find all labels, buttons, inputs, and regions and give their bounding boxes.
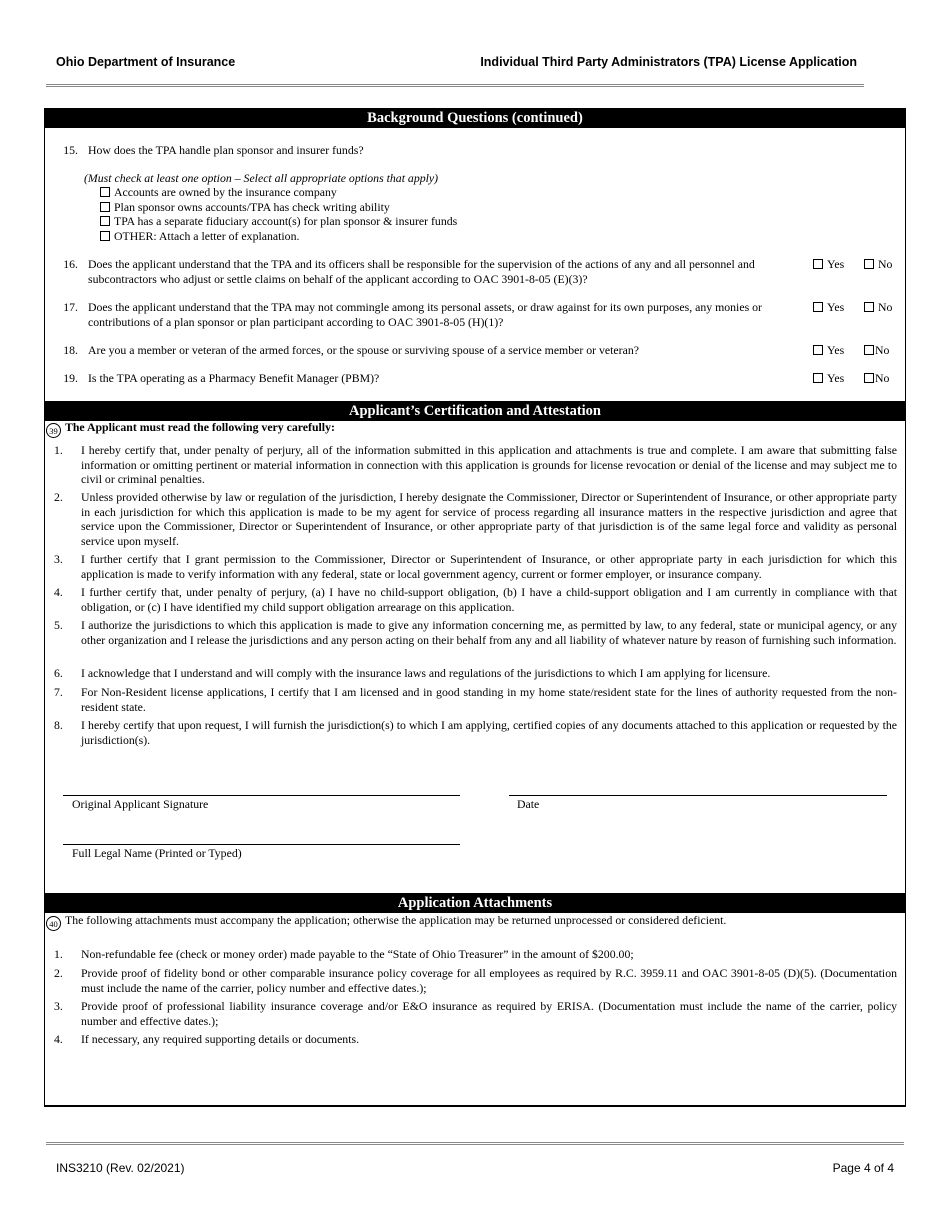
header-divider — [46, 84, 864, 87]
attachment-item: 4. If necessary, any required supporting details or documents. — [54, 1032, 360, 1046]
no-label: No — [875, 343, 890, 357]
yes-label: Yes — [827, 371, 845, 385]
option-label: Plan sponsor owns accounts/TPA has check writing ability — [114, 199, 390, 214]
certification-item: 3. I further certify that I grant permission to the Commissioner, Director or Superintendent of Insurance, or other appropriate party in each jurisdiction for which this application is made to verify information with any federal, state or local government agency, current or former employer, or insurance company. — [54, 552, 897, 581]
no-checkbox[interactable] — [864, 302, 874, 312]
attachment-item: 3. Provide proof of professional liability insurance coverage and/or E&O insurance as required by ERISA. (Documentation must include the name of the carrier, policy number and effective dates.); — [54, 999, 897, 1028]
yes-label: Yes — [827, 257, 845, 271]
option-label: TPA has a separate fiduciary account(s) for plan sponsor & insurer funds — [114, 214, 458, 228]
item-marker: 40 — [46, 916, 61, 931]
option-row[interactable] — [100, 185, 457, 200]
full-name-label: Full Legal Name (Printed or Typed) — [72, 846, 242, 860]
checkbox[interactable] — [100, 231, 110, 241]
question-number: 16. — [63, 257, 78, 271]
attachments-intro: The following attachments must accompany the application; otherwise the application may be returned unprocessed or considered deficient. — [65, 913, 727, 927]
yes-checkbox[interactable] — [813, 302, 823, 312]
header-agency: Ohio Department of Insurance — [56, 55, 236, 69]
no-option[interactable] — [864, 371, 889, 386]
no-checkbox[interactable] — [864, 373, 874, 383]
certification-item: 5. I authorize the jurisdictions to which this application is made to give any information concerning me, as permitted by law, to any federal, state or municipal agency, or any other organization and I release the jurisdictions and any person acting on their behalf from any and all liability of whatever nature by reason of furnishing such information. — [54, 618, 897, 647]
certification-intro: The Applicant must read the following very carefully: — [65, 420, 335, 434]
certification-item: 1. I hereby certify that, under penalty of perjury, all of the information submitted in this application and attachments is true and complete. I am aware that submitting false information or omitting pertinent or material information in connection with this application is grounds for license revocation or denial of the license and may subject me to civil or criminal penalties. — [54, 443, 897, 486]
no-option[interactable] — [864, 343, 889, 358]
item-marker: 39 — [46, 423, 61, 438]
certification-item: 7. For Non-Resident license applications, I certify that I am licensed and in good standing in my home state/resident state for the lines of authority requested from the non-resident state. — [54, 685, 897, 714]
attachments-intro-row — [46, 913, 896, 931]
question-18-text: Are you a member or veteran of the armed forces, or the spouse or surviving spouse of a service member or veteran? — [88, 343, 639, 357]
yes-option[interactable] — [813, 257, 844, 272]
question-number: 17. — [63, 300, 78, 314]
checkbox[interactable] — [100, 187, 110, 197]
yes-option[interactable] — [813, 371, 844, 386]
no-checkbox[interactable] — [864, 345, 874, 355]
option-label: Accounts are owned by the insurance company — [114, 185, 337, 199]
footer-divider — [46, 1142, 904, 1145]
question-number: 15. — [63, 143, 78, 157]
no-label: No — [878, 300, 893, 314]
certification-item: 4. I further certify that, under penalty of perjury, (a) I have no child-support obligation, (b) I have a child-support obligation and I am currently in compliance with that obligation, or (c) I have identified my child support obligation arrearage on this application. — [54, 585, 897, 614]
form-id: INS3210 (Rev. 02/2021) — [56, 1161, 185, 1175]
signature-field[interactable] — [63, 795, 460, 796]
option-row[interactable] — [100, 214, 457, 229]
no-option[interactable] — [864, 257, 892, 272]
full-name-field[interactable] — [63, 844, 460, 845]
yes-label: Yes — [827, 300, 845, 314]
yes-checkbox[interactable] — [813, 259, 823, 269]
signature-label: Original Applicant Signature — [72, 797, 209, 811]
no-label: No — [878, 257, 893, 271]
question-16-text: Does the applicant understand that the TPA and its officers shall be responsible for the supervision of the actions of any and all personnel and subcontractors who adjust or settle claims on behalf of the applicant according to OAC 3901-8-05 (E)(3)? — [88, 257, 755, 286]
certification-item: 8. I hereby certify that upon request, I will furnish the jurisdiction(s) to which I am applying, certified copies of any documents attached to this application or requested by the jurisdiction(s). — [54, 718, 897, 747]
option-label: OTHER: Attach a letter of explanation. — [114, 228, 300, 243]
question-number: 18. — [63, 343, 78, 357]
header-form-title: Individual Third Party Administrators (TPA) License Application — [480, 55, 857, 69]
yes-option[interactable] — [813, 343, 844, 358]
question-15-text: How does the TPA handle plan sponsor and insurer funds? — [88, 143, 364, 157]
section-title-certification: Applicant’s Certification and Attestation — [44, 401, 906, 421]
yes-checkbox[interactable] — [813, 373, 823, 383]
certification-item: 2. Unless provided otherwise by law or regulation of the jurisdiction, I hereby designate the Commissioner, Director or Superintendent of Insurance, or other appropriate party in each jurisdiction for which this application is made to be my agent for service of process regarding all insurance matters in the respective jurisdiction and agree that service upon the Commissioner, Director or Superintendent of Insurance, or other appropriate party of that jurisdiction is of the same legal force and validity as personal service upon myself. — [54, 490, 897, 548]
option-row[interactable] — [100, 229, 457, 244]
yes-checkbox[interactable] — [813, 345, 823, 355]
question-15-options — [88, 185, 457, 243]
section-title-background: Background Questions (continued) — [44, 108, 906, 128]
question-19-text: Is the TPA operating as a Pharmacy Benefit Manager (PBM)? — [88, 371, 380, 385]
page-number: Page 4 of 4 — [832, 1161, 894, 1175]
attachment-item: 2. Provide proof of fidelity bond or other comparable insurance policy coverage for all employees as required by R.C. 3959.11 and OAC 3901-8-05 (D)(5). (Documentation must include the name of the carrier, policy number and effective dates.); — [54, 966, 897, 995]
no-option[interactable] — [864, 300, 892, 315]
question-15-instruction: (Must check at least one option – Select all appropriate options that apply) — [84, 171, 439, 185]
certification-intro-row — [46, 420, 335, 438]
certification-item: 6. I acknowledge that I understand and will comply with the insurance laws and regulations of the jurisdictions to which I am applying for licensure. — [54, 666, 771, 680]
yes-option[interactable] — [813, 300, 844, 315]
option-row[interactable] — [100, 200, 457, 215]
question-number: 19. — [63, 371, 78, 385]
yes-label: Yes — [827, 343, 845, 357]
no-label: No — [875, 371, 890, 385]
section-title-attachments: Application Attachments — [44, 893, 906, 913]
checkbox[interactable] — [100, 216, 110, 226]
question-17-text: Does the applicant understand that the TPA may not commingle among its personal assets, or draw against for its own purposes, any monies or contributions of a plan sponsor or plan participant according to OAC 3901-8-05 (H)(1)? — [88, 300, 762, 329]
checkbox[interactable] — [100, 202, 110, 212]
no-checkbox[interactable] — [864, 259, 874, 269]
attachment-item: 1. Non-refundable fee (check or money order) made payable to the “State of Ohio Treasurer” in the amount of $200.00; — [54, 947, 634, 961]
date-field[interactable] — [509, 795, 887, 796]
date-label: Date — [517, 797, 540, 811]
